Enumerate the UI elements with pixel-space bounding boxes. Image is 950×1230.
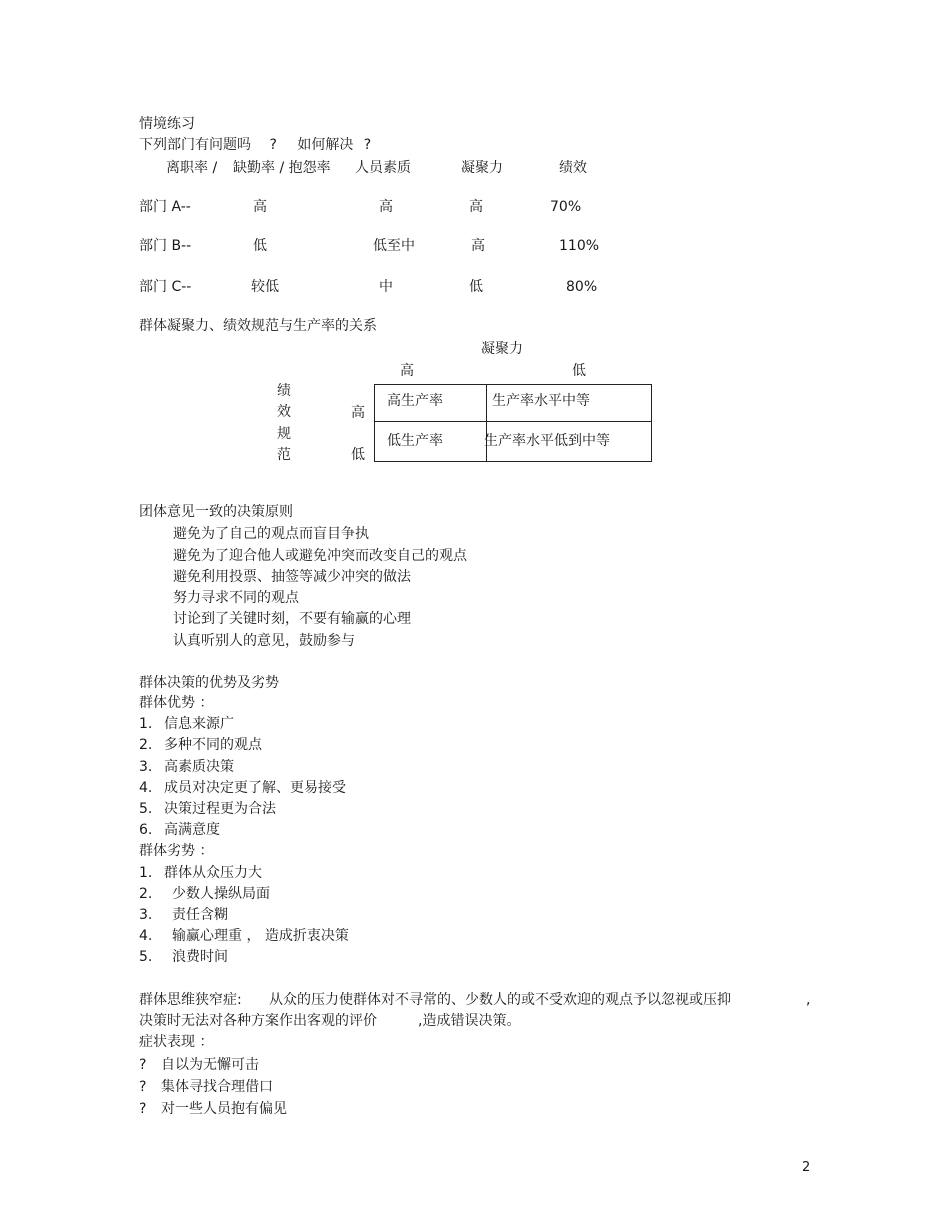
matrix-row-title-char: 绩 (277, 383, 291, 399)
table-cell-quality: 高 (379, 199, 393, 215)
table-cell-turnover: 高 (253, 199, 267, 215)
list-item (139, 1078, 273, 1096)
bullet-mark: ? (139, 1079, 147, 1095)
table-cell-turnover: 低 (253, 238, 267, 254)
page-number: 2 (802, 1160, 811, 1175)
groupthink-definition-line2b: ,造成错误决策。 (418, 1013, 521, 1029)
list-text: 对一些人员抱有偏见 (161, 1101, 287, 1117)
list-number: 6. (139, 822, 153, 838)
list-text: 群体从众压力大 (164, 865, 262, 881)
question-line (139, 136, 371, 154)
list-text: 输赢心理重 ， 造成折衷决策 (172, 928, 349, 944)
groupthink-label: 群体思维狭窄症: (139, 992, 242, 1008)
table-cell-turnover: 较低 (251, 279, 279, 295)
section-heading-relation: 群体凝聚力、绩效规范与生产率的关系 (139, 318, 377, 334)
list-item (139, 779, 346, 797)
list-text: 浪费时间 (172, 949, 228, 965)
matrix-row-high: 高 (351, 405, 365, 421)
table-cell-dept: 部门 A-- (139, 199, 191, 215)
list-item: 认真听别人的意见，鼓励参与 (173, 633, 355, 649)
list-text: 集体寻找合理借口 (161, 1079, 273, 1095)
list-item (139, 736, 262, 754)
list-number: 3. (139, 907, 153, 923)
list-number: 5. (139, 949, 153, 965)
table-cell-dept: 部门 B-- (139, 238, 192, 254)
groupthink-definition-line1: 从众的压力使群体对不寻常的、少数人的或不受欢迎的观点予以忽视或压抑 (269, 992, 731, 1008)
list-item (139, 885, 270, 903)
table-cell-performance: 70% (550, 199, 582, 215)
list-number: 1. (139, 716, 153, 732)
matrix-row-title-char: 规 (277, 426, 291, 442)
table-header-absence: 缺勤率 / 抱怨率 (233, 160, 331, 176)
list-item (139, 927, 349, 945)
table-cell-quality: 低至中 (373, 238, 415, 254)
list-text: 自以为无懈可击 (161, 1057, 259, 1073)
question-mark: ? (363, 137, 372, 153)
list-item: 避免利用投票、抽签等减少冲突的做法 (173, 569, 411, 585)
list-number: 4. (139, 780, 153, 796)
advantages-label: 群体优势 ： (139, 695, 214, 711)
list-item: 避免为了迎合他人或避免冲突而改变自己的观点 (173, 548, 467, 564)
list-item (139, 906, 228, 924)
table-header-performance: 绩效 (559, 160, 587, 176)
table-cell-cohesion: 低 (469, 279, 483, 295)
list-text: 高素质决策 (164, 759, 234, 775)
matrix-cell-low-low: 生产率水平低到中等 (484, 433, 610, 449)
section-heading-group-decision: 群体决策的优势及劣势 (139, 675, 279, 691)
matrix-col-high: 高 (400, 363, 414, 379)
question-a: 下列部门有问题吗 (139, 137, 251, 153)
matrix-row-title-char: 效 (277, 404, 291, 420)
list-item (139, 1056, 259, 1074)
list-number: 1. (139, 865, 153, 881)
table-cell-performance: 110% (559, 238, 600, 254)
list-text: 高满意度 (164, 822, 220, 838)
bullet-mark: ? (139, 1101, 147, 1117)
list-item: 讨论到了关键时刻，不要有输赢的心理 (173, 611, 411, 627)
matrix-col-title: 凝聚力 (481, 341, 523, 357)
table-cell-quality: 中 (379, 279, 393, 295)
list-text: 责任含糊 (172, 907, 228, 923)
list-number: 3. (139, 759, 153, 775)
table-cell-performance: 80% (566, 279, 598, 295)
list-item (139, 821, 220, 839)
question-b: 如何解决 (297, 137, 354, 153)
list-text: 成员对决定更了解、更易接受 (164, 780, 346, 796)
matrix-row-low: 低 (351, 447, 365, 463)
list-item: 努力寻求不同的观点 (173, 590, 299, 606)
list-item (139, 948, 228, 966)
question-mark: ? (269, 137, 277, 153)
bullet-mark: ? (139, 1057, 147, 1073)
table-cell-dept: 部门 C-- (139, 279, 192, 295)
list-item: 避免为了自己的观点而盲目争执 (173, 526, 369, 542)
list-item (139, 715, 234, 733)
matrix-divider-horizontal (375, 421, 651, 422)
list-item (139, 758, 234, 776)
matrix-col-low: 低 (572, 363, 586, 379)
matrix-cell-high-low: 生产率水平中等 (492, 393, 590, 409)
list-text: 多种不同的观点 (164, 737, 262, 753)
list-number: 5. (139, 801, 153, 817)
section-heading-situation: 情境练习 (139, 116, 195, 132)
groupthink-definition-line2a: 决策时无法对各种方案作出客观的评价 (139, 1013, 377, 1029)
list-item (139, 1100, 287, 1118)
disadvantages-label: 群体劣势 ： (139, 843, 214, 859)
groupthink-definition-comma: , (806, 992, 811, 1008)
table-header-turnover: 离职率 / (166, 160, 218, 176)
table-cell-cohesion: 高 (469, 199, 483, 215)
list-text: 少数人操纵局面 (172, 886, 270, 902)
list-text: 决策过程更为合法 (164, 801, 276, 817)
symptoms-label: 症状表现 ： (139, 1034, 214, 1050)
matrix-row-title-char: 范 (277, 447, 291, 463)
list-number: 4. (139, 928, 153, 944)
section-heading-consensus: 团体意见一致的决策原则 (139, 504, 293, 520)
table-cell-cohesion: 高 (471, 238, 485, 254)
list-item (139, 864, 262, 882)
matrix-cell-high-high: 高生产率 (387, 393, 443, 409)
list-text: 信息来源广 (164, 716, 234, 732)
table-header-cohesion: 凝聚力 (461, 160, 503, 176)
list-item (139, 800, 276, 818)
table-header-quality: 人员素质 (355, 160, 411, 176)
list-number: 2. (139, 737, 153, 753)
matrix-cell-low-high: 低生产率 (387, 433, 443, 449)
list-number: 2. (139, 886, 153, 902)
